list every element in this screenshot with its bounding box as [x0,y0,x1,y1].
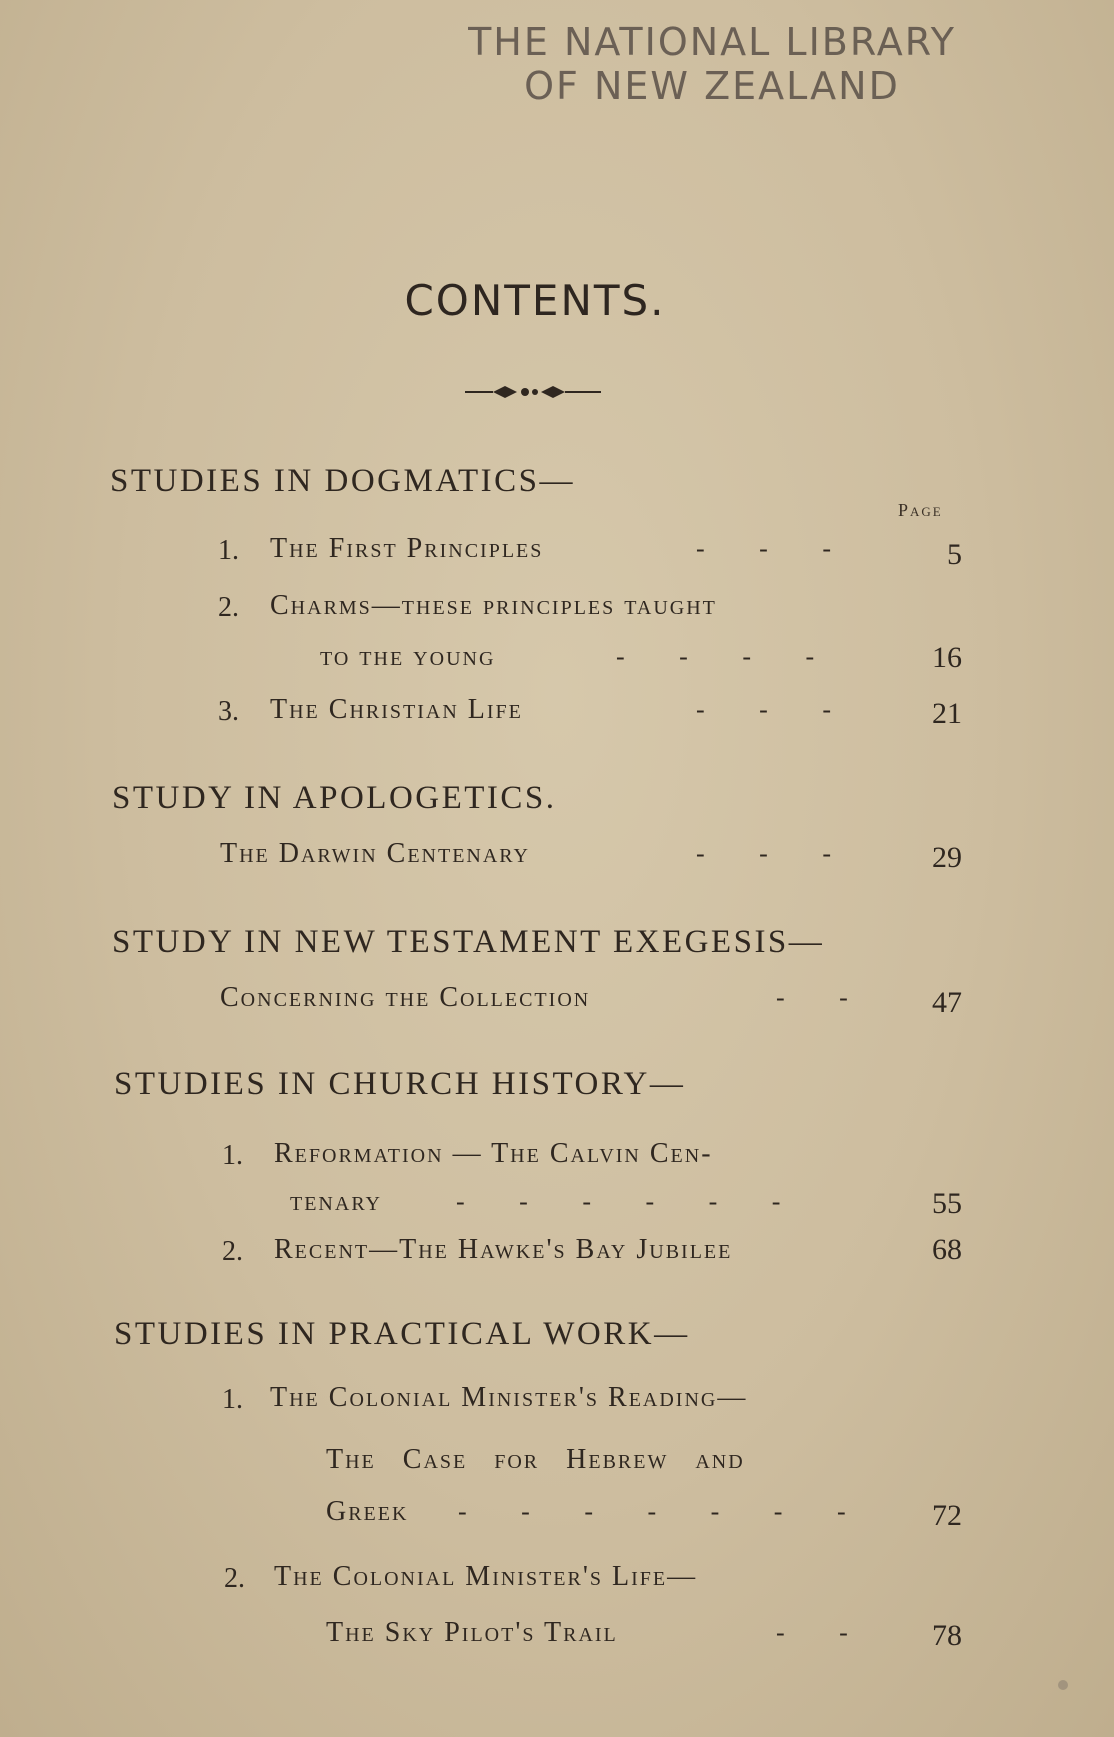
entry-title: The Colonial Minister's Life— [274,1561,698,1592]
entry-page: 5 [947,538,962,571]
entry-number: 2. [222,1236,243,1267]
section-heading-church-history: STUDIES IN CHURCH HISTORY— [114,1066,686,1102]
entry-leader: - - - [696,534,831,563]
entry-leader: - - - [696,839,831,868]
entry-page: 72 [932,1499,962,1532]
entry-number: 1. [222,1140,243,1171]
entry-title-continued: The Case for Hebrew and [326,1444,745,1475]
section-heading-practical-work: STUDIES IN PRACTICAL WORK— [114,1316,690,1352]
entry-number: 2. [218,592,239,623]
entry-page: 55 [932,1187,962,1220]
entry-number: 1. [222,1384,243,1415]
entry-title-continued: to the young [320,641,496,672]
entry-title: Recent—The Hawke's Bay Jubilee [274,1234,733,1265]
entry-title-continued: tenary [290,1186,382,1217]
entry-title: Charms—these principles taught [270,590,717,621]
page-title: CONTENTS. [404,276,666,325]
stamp-line-1: THE NATIONAL LIBRARY [468,20,956,64]
section-heading-dogmatics: STUDIES IN DOGMATICS— [110,463,576,499]
entry-page: 21 [932,697,962,730]
entry-number: 2. [224,1563,245,1594]
divider-ornament-icon [463,380,603,404]
entry-page: 16 [932,641,962,674]
entry-leader: - - [776,1618,848,1647]
stamp-line-2: OF NEW ZEALAND [524,64,900,108]
entry-leader: - - - [696,695,831,724]
entry-leader: - - - - - - - [458,1497,846,1526]
entry-page: 47 [932,986,962,1019]
library-stamp [462,20,962,108]
entry-leader: - - - - [616,642,815,671]
entry-page: 78 [932,1619,962,1652]
section-heading-apologetics: STUDY IN APOLOGETICS. [112,780,557,816]
entry-title: Reformation — The Calvin Cen- [274,1138,713,1169]
entry-number: 1. [218,535,239,566]
entry-title: Concerning the Collection [220,982,591,1013]
entry-title: The First Principles [270,533,544,564]
paper-speck [1058,1680,1068,1690]
page-column-label: Page [898,500,943,520]
entry-number: 3. [218,696,239,727]
entry-title: The Christian Life [270,694,523,725]
entry-title-continued: The Sky Pilot's Trail [326,1617,618,1648]
section-heading-exegesis: STUDY IN NEW TESTAMENT EXEGESIS— [112,924,825,960]
entry-leader: - - - - - - [456,1187,781,1216]
entry-title: The Darwin Centenary [220,838,530,869]
entry-title-continued: Greek [326,1496,409,1527]
entry-page: 68 [932,1233,962,1266]
entry-leader: - - [776,983,848,1012]
entry-title: The Colonial Minister's Reading— [270,1382,748,1413]
entry-page: 29 [932,841,962,874]
